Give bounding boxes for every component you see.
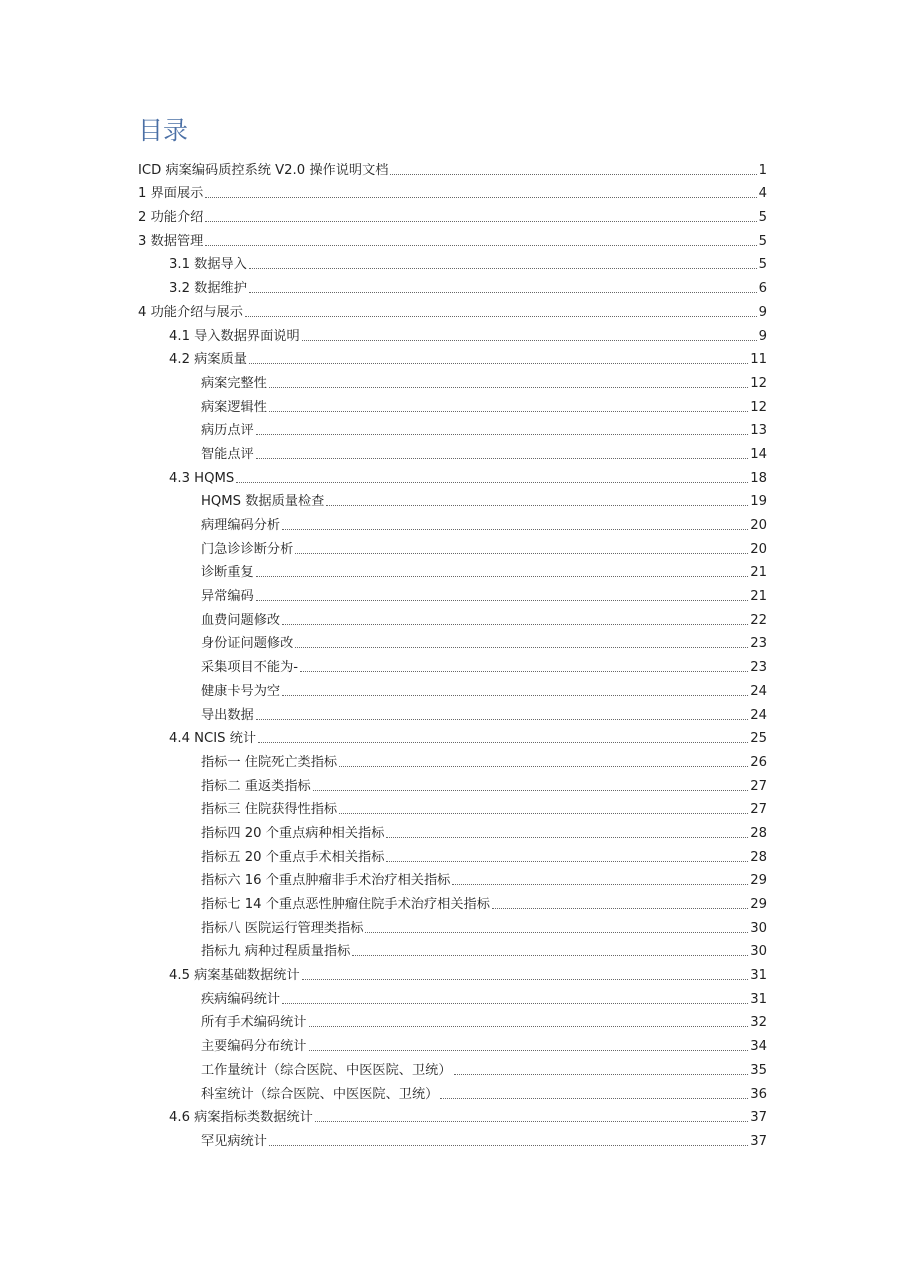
toc-entry-text: 科室统计（综合医院、中医医院、卫统）	[201, 1086, 439, 1102]
toc-entry[interactable]	[0, 323, 905, 347]
toc-entry-text: 工作量统计（综合医院、中医医院、卫统）	[201, 1062, 452, 1078]
toc-dot-leader	[302, 979, 749, 980]
toc-entry[interactable]	[0, 583, 905, 607]
toc-dot-leader	[205, 197, 756, 198]
toc-dot-leader	[256, 434, 748, 435]
toc-entry-text: 身份证问题修改	[201, 636, 294, 652]
toc-entry[interactable]	[0, 1033, 905, 1057]
toc-dot-leader	[205, 221, 756, 222]
toc-dot-leader	[249, 292, 757, 293]
toc-dot-leader	[309, 1050, 749, 1051]
toc-dot-leader	[352, 955, 748, 956]
toc-entry-text: 病案完整性	[201, 375, 267, 391]
toc-page-number: 22	[750, 612, 767, 628]
toc-dot-leader	[249, 268, 757, 269]
toc-dot-leader	[256, 600, 748, 601]
toc-page-number: 31	[750, 968, 767, 984]
toc-dot-leader	[315, 1121, 748, 1122]
toc-entry-text: 4.5 病案基础数据统计	[169, 968, 300, 984]
toc-entry-text: 指标三 住院获得性指标	[201, 802, 338, 818]
toc-entry[interactable]	[0, 536, 905, 560]
toc-dot-leader	[295, 647, 748, 648]
toc-page-number: 27	[750, 778, 767, 794]
toc-entry[interactable]	[0, 797, 905, 821]
toc-page-number: 18	[750, 470, 767, 486]
toc-entry[interactable]	[0, 418, 905, 442]
toc-page-number: 12	[750, 375, 767, 391]
toc-dot-leader	[365, 932, 748, 933]
toc-dot-leader	[269, 411, 748, 412]
toc-entry[interactable]	[0, 1057, 905, 1081]
toc-entry-text: 采集项目不能为-	[201, 660, 299, 676]
toc-dot-leader	[454, 1074, 749, 1075]
toc-entry[interactable]	[0, 370, 905, 394]
toc-entry[interactable]	[0, 299, 905, 323]
toc-dot-leader	[269, 387, 748, 388]
toc-dot-leader	[282, 529, 748, 530]
toc-page-number: 5	[758, 257, 767, 273]
toc-page-number: 24	[750, 707, 767, 723]
toc-entry[interactable]	[0, 394, 905, 418]
toc-entry-text: 3.1 数据导入	[169, 257, 247, 273]
toc-entry[interactable]	[0, 939, 905, 963]
toc-entry-text: 智能点评	[201, 446, 254, 462]
toc-dot-leader	[256, 719, 748, 720]
toc-entry-text: 所有手术编码统计	[201, 1015, 307, 1031]
toc-entry-text: 指标四 20 个重点病种相关指标	[201, 825, 385, 841]
toc-page-number: 36	[750, 1086, 767, 1102]
toc-dot-leader	[282, 624, 748, 625]
toc-page-number: 21	[750, 565, 767, 581]
toc-page-number: 23	[750, 636, 767, 652]
toc-entry[interactable]	[0, 512, 905, 536]
toc-entry[interactable]	[0, 1081, 905, 1105]
toc-entry-text: 病案逻辑性	[201, 399, 267, 415]
toc-entry[interactable]	[0, 252, 905, 276]
toc-dot-leader	[205, 245, 756, 246]
toc-entry[interactable]	[0, 157, 905, 181]
toc-entry[interactable]	[0, 1010, 905, 1034]
toc-entry-text: 4.2 病案质量	[169, 352, 247, 368]
toc-page-number: 5	[758, 210, 767, 226]
toc-entry-text: 指标六 16 个重点肿瘤非手术治疗相关指标	[201, 873, 451, 889]
toc-list	[0, 157, 905, 1152]
toc-page-number: 37	[750, 1110, 767, 1126]
toc-page-number: 35	[750, 1062, 767, 1078]
toc-entry-text: 血费问题修改	[201, 612, 281, 628]
toc-entry-text: 指标二 重返类指标	[201, 778, 311, 794]
toc-dot-leader	[452, 884, 748, 885]
toc-entry[interactable]	[0, 1105, 905, 1129]
toc-page-number: 20	[750, 518, 767, 533]
toc-dot-leader	[256, 576, 748, 577]
toc-entry-text: 指标八 医院运行管理类指标	[201, 920, 364, 936]
toc-page-number: 20	[750, 541, 767, 557]
toc-page-number: 28	[750, 825, 767, 841]
toc-entry-text: 疾病编码统计	[201, 991, 281, 1007]
toc-entry-text: 3 数据管理	[138, 233, 204, 249]
toc-page-number: 37	[750, 1133, 767, 1149]
toc-dot-leader	[386, 837, 748, 838]
toc-page-number: 11	[750, 352, 767, 368]
toc-entry[interactable]	[0, 726, 905, 750]
toc-entry[interactable]	[0, 228, 905, 252]
toc-page-number: 31	[750, 991, 767, 1007]
toc-entry[interactable]	[0, 820, 905, 844]
toc-page-number: 34	[750, 1039, 767, 1055]
toc-page-number: 29	[750, 897, 767, 912]
toc-entry[interactable]	[0, 702, 905, 726]
toc-page-number: 25	[750, 731, 767, 747]
toc-dot-leader	[258, 742, 748, 743]
toc-entry[interactable]	[0, 915, 905, 939]
toc-page-number: 19	[750, 494, 767, 510]
toc-entry[interactable]	[0, 773, 905, 797]
toc-entry-text: 指标九 病种过程质量指标	[201, 944, 351, 960]
toc-entry[interactable]	[0, 631, 905, 655]
toc-dot-leader	[339, 766, 748, 767]
toc-dot-leader	[440, 1098, 748, 1099]
toc-dot-leader	[309, 1026, 749, 1027]
toc-entry-text: 病理编码分析	[201, 518, 281, 533]
toc-entry[interactable]	[0, 275, 905, 299]
toc-entry-text: 1 界面展示	[138, 186, 204, 202]
toc-page-number: 24	[750, 683, 767, 699]
toc-entry[interactable]	[0, 560, 905, 584]
toc-dot-leader	[245, 316, 757, 317]
toc-entry[interactable]	[0, 489, 905, 513]
toc-page-number: 21	[750, 589, 767, 605]
toc-entry-text: 罕见病统计	[201, 1133, 267, 1149]
toc-dot-leader	[282, 695, 748, 696]
toc-page-number: 13	[750, 423, 767, 439]
toc-page-number: 27	[750, 802, 767, 818]
toc-entry[interactable]	[0, 986, 905, 1010]
toc-page-number: 6	[758, 281, 767, 297]
toc-entry-text: 病历点评	[201, 423, 254, 439]
toc-dot-leader	[492, 908, 748, 909]
toc-entry-text: 主要编码分布统计	[201, 1039, 307, 1055]
toc-dot-leader	[302, 340, 757, 341]
toc-dot-leader	[339, 813, 748, 814]
toc-dot-leader	[326, 505, 748, 506]
toc-dot-leader	[269, 1145, 748, 1146]
toc-dot-leader	[236, 482, 748, 483]
toc-entry[interactable]	[0, 962, 905, 986]
toc-dot-leader	[313, 790, 749, 791]
toc-entry-text: 4.3 HQMS	[169, 470, 235, 486]
toc-dot-leader	[282, 1003, 748, 1004]
toc-dot-leader	[386, 861, 748, 862]
toc-page-number: 1	[758, 162, 767, 178]
toc-page-number: 26	[750, 754, 767, 770]
toc-title: 目录	[138, 116, 189, 145]
toc-dot-leader	[300, 671, 748, 672]
toc-dot-leader	[249, 363, 748, 364]
toc-dot-leader	[390, 174, 756, 175]
toc-entry[interactable]	[0, 749, 905, 773]
toc-entry-text: 指标五 20 个重点手术相关指标	[201, 849, 385, 865]
toc-page-number: 29	[750, 873, 767, 889]
toc-entry-text: 3.2 数据维护	[169, 281, 247, 297]
toc-entry[interactable]	[0, 181, 905, 205]
toc-entry-text: 4 功能介绍与展示	[138, 304, 243, 320]
toc-page-number: 23	[750, 660, 767, 676]
toc-entry-text: 门急诊诊断分析	[201, 541, 294, 557]
toc-entry[interactable]	[0, 441, 905, 465]
toc-dot-leader	[256, 458, 748, 459]
toc-entry-text: 导出数据	[201, 707, 254, 723]
toc-entry[interactable]	[0, 607, 905, 631]
toc-entry-text: 诊断重复	[201, 565, 254, 581]
toc-entry[interactable]	[0, 465, 905, 489]
toc-entry[interactable]	[0, 204, 905, 228]
toc-page-number: 30	[750, 944, 767, 960]
toc-page-number: 32	[750, 1015, 767, 1031]
toc-entry-text: 指标七 14 个重点恶性肿瘤住院手术治疗相关指标	[201, 897, 490, 912]
toc-entry-text: 健康卡号为空	[201, 683, 281, 699]
toc-entry-text: HQMS 数据质量检查	[201, 494, 325, 510]
toc-page-number: 12	[750, 399, 767, 415]
toc-page-number: 9	[758, 304, 767, 320]
toc-entry[interactable]	[0, 844, 905, 868]
toc-entry[interactable]	[0, 654, 905, 678]
toc-entry-text: 2 功能介绍	[138, 210, 204, 226]
toc-entry-text: ICD 病案编码质控系统 V2.0 操作说明文档	[138, 162, 389, 178]
toc-entry-text: 指标一 住院死亡类指标	[201, 754, 338, 770]
toc-entry-text: 4.4 NCIS 统计	[169, 731, 257, 747]
toc-entry-text: 异常编码	[201, 589, 254, 605]
toc-page-number: 30	[750, 920, 767, 936]
toc-entry-text: 4.1 导入数据界面说明	[169, 328, 300, 344]
toc-entry[interactable]	[0, 868, 905, 892]
toc-entry[interactable]	[0, 678, 905, 702]
toc-page-number: 5	[758, 233, 767, 249]
toc-entry[interactable]	[0, 891, 905, 915]
toc-page-number: 9	[758, 328, 767, 344]
toc-entry-text: 4.6 病案指标类数据统计	[169, 1110, 313, 1126]
toc-page-number: 14	[750, 446, 767, 462]
toc-entry[interactable]	[0, 347, 905, 371]
toc-page-number: 28	[750, 849, 767, 865]
toc-page-number: 4	[758, 186, 767, 202]
toc-entry[interactable]	[0, 1128, 905, 1152]
toc-dot-leader	[295, 553, 748, 554]
